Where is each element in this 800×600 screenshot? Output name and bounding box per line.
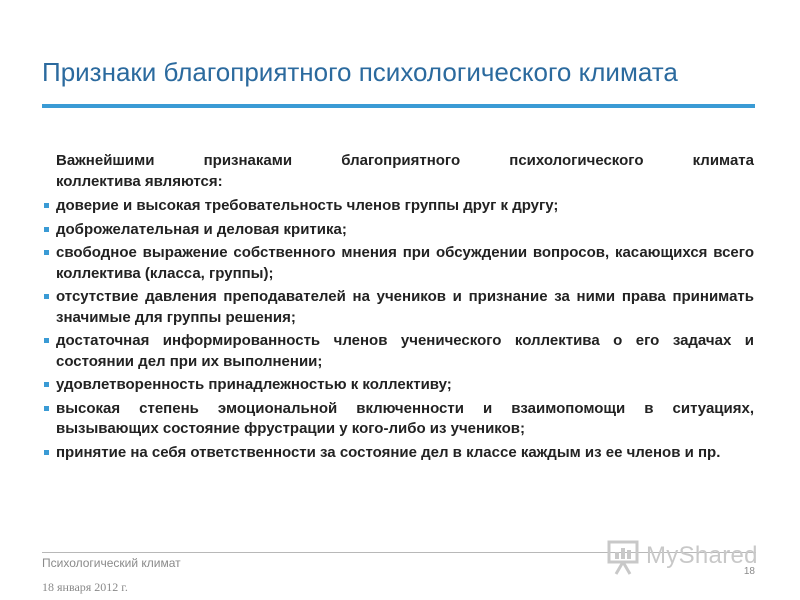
bullet-square-icon: [44, 382, 49, 387]
list-item-text: доброжелательная и деловая критика;: [56, 220, 347, 238]
list-item-text: высокая степень эмоциональной включенности и взаимопомощи в ситуациях, вызывающих состояние фрустрации у кого-либо из учеников;: [56, 399, 754, 437]
bullet-square-icon: [44, 250, 49, 255]
list-item: [44, 220, 754, 241]
intro-line-1: Важнейшими признаками благоприятного психологического климата: [56, 152, 754, 169]
slide-content: [44, 150, 754, 466]
watermark-text: MyShared: [646, 542, 758, 569]
list-item: [44, 287, 754, 328]
list-item: [44, 331, 754, 372]
bullet-square-icon: [44, 203, 49, 208]
list-item: [44, 399, 754, 440]
list-item-text: отсутствие давления преподавателей на учеников и признание за ними права принимать значимые для группы решения;: [56, 288, 754, 326]
footer-date: 18 января 2012 г.: [42, 580, 128, 594]
myshared-watermark[interactable]: [606, 536, 766, 576]
bullet-square-icon: [44, 294, 49, 299]
list-item: [44, 443, 754, 464]
list-item-text: достаточная информированность членов ученического коллектива о его задачах и состоянии дел при их выполнении;: [56, 332, 754, 370]
bullet-list: [44, 196, 754, 463]
slide-title: Признаки благоприятного психологического климата: [42, 57, 678, 87]
list-item-text: доверие и высокая требовательность членов группы друг к другу;: [56, 197, 559, 214]
list-item-text: удовлетворенность принадлежностью к коллективу;: [56, 376, 452, 393]
bullet-square-icon: [44, 338, 49, 343]
page-number: 18: [743, 566, 755, 577]
bullet-square-icon: [44, 227, 49, 232]
list-item-text: свободное выражение собственного мнения при обсуждении вопросов, касающихся всего коллектива (класса, группы);: [56, 244, 754, 282]
list-item: [44, 243, 754, 284]
bullet-square-icon: [44, 450, 49, 455]
footer-title: Психологический климат: [42, 556, 181, 570]
list-item: [44, 196, 754, 217]
bullet-square-icon: [44, 406, 49, 411]
list-item: [44, 375, 754, 396]
list-item-text: принятие на себя ответственности за состояние дел в классе каждым из ее членов и пр.: [56, 443, 721, 461]
presentation-board-icon: [606, 536, 642, 576]
intro-line-2: коллектива являются:: [56, 173, 223, 190]
title-underline: [42, 104, 755, 108]
